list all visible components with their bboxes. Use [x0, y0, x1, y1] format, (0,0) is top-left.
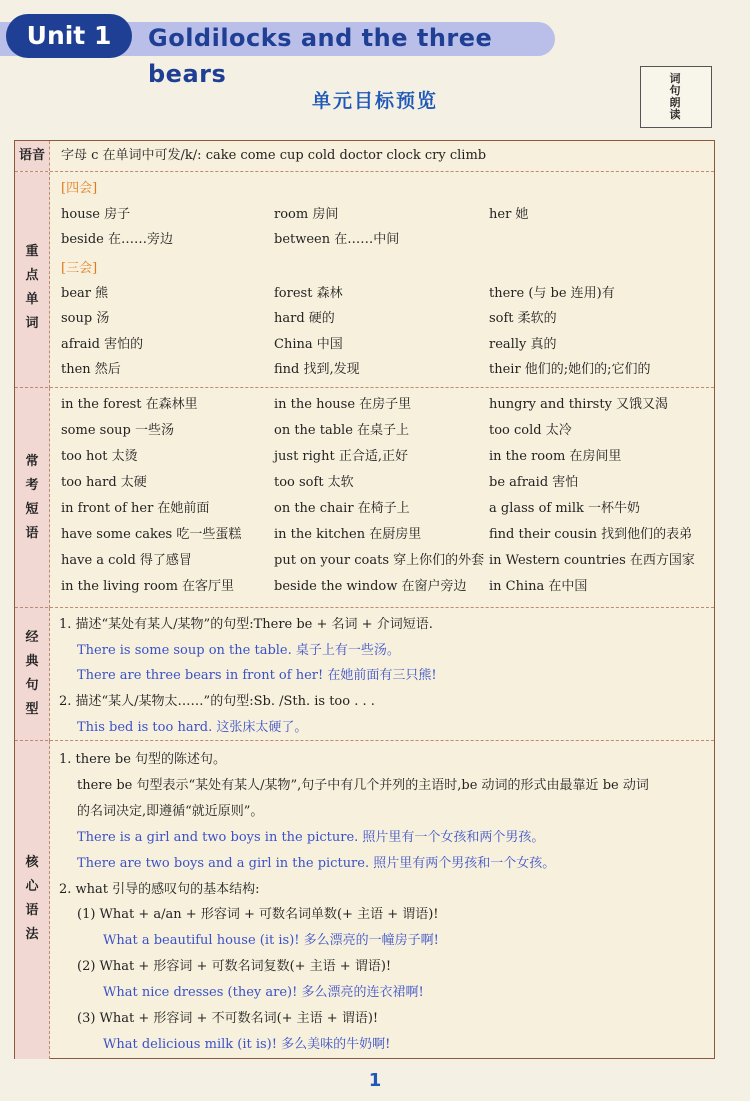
phrase-entry: too hot 太烫	[61, 449, 138, 464]
word-entry: there (与 be 连用)有	[489, 286, 615, 301]
phrase-entry: a glass of milk 一杯牛奶	[489, 501, 641, 516]
row-label-char: 短	[25, 502, 39, 517]
grammar-line: What delicious milk (it is)! 多么美味的牛奶啊!	[103, 1036, 391, 1052]
phrase-entry: too hard 太硬	[61, 475, 147, 490]
phrase-entry: too soft 太软	[274, 475, 354, 490]
grammar-line: (1) What + a/an + 形容词 + 可数名词单数(+ 主语 + 谓语)!	[77, 907, 439, 923]
phrase-entry: in Western countries 在西方国家	[489, 553, 695, 568]
key-words-row	[15, 171, 714, 388]
phrase-entry: some soup 一些汤	[61, 423, 174, 438]
sentence-line: There are three bears in front of her! 在她前面有三只熊!	[77, 668, 437, 684]
word-entry: house 房子	[61, 207, 131, 222]
phrase-entry: in the living room 在客厅里	[61, 579, 235, 594]
row-label-char: 经	[25, 630, 39, 645]
grammar-line: There are two boys and a girl in the picture. 照片里有两个男孩和一个女孩。	[77, 855, 556, 871]
word-entry: China 中国	[274, 336, 343, 352]
row-label-char: 词	[25, 316, 39, 331]
row-label-char: 核	[25, 855, 39, 870]
phrase-entry: in front of her 在她前面	[61, 501, 210, 516]
row-label-char: 典	[25, 654, 39, 669]
read-aloud-char: 读	[669, 108, 681, 121]
word-entry: bear 熊	[61, 286, 109, 301]
grammar-line: What nice dresses (they are)! 多么漂亮的连衣裙啊!	[103, 985, 424, 1001]
phrase-entry: in the house 在房子里	[274, 397, 412, 412]
word-entry: beside 在……旁边	[61, 232, 173, 247]
sentence-line: There is some soup on the table. 桌子上有一些汤。	[77, 642, 400, 658]
row-label-char: 语	[25, 903, 39, 918]
page-title: 单元目标预览	[311, 90, 438, 112]
row-label	[15, 141, 50, 171]
phrase-entry: have a cold 得了感冒	[61, 553, 192, 568]
grammar-line: (3) What + 形容词 + 不可数名词(+ 主语 + 谓语)!	[77, 1011, 379, 1026]
phrase-entry: find their cousin 找到他们的表弟	[489, 527, 693, 542]
word-entry: afraid 害怕的	[61, 336, 144, 352]
row-label-char: 点	[25, 268, 39, 283]
unit-banner	[0, 14, 560, 88]
word-entry: find 找到,发现	[274, 361, 360, 377]
phrase-entry: on the table 在桌子上	[274, 423, 410, 438]
phrase-entry: too cold 太冷	[489, 423, 572, 438]
phrase-entry: have some cakes 吃一些蛋糕	[61, 527, 242, 542]
row-label-char: 型	[25, 702, 39, 717]
row-label-char: 句	[25, 678, 39, 693]
grammar-line: 1. there be 句型的陈述句。	[59, 752, 227, 767]
word-entry: really 真的	[489, 336, 557, 352]
grammar-line: What a beautiful house (it is)! 多么漂亮的一幢房子啊!	[103, 933, 439, 949]
grammar-line: There is a girl and two boys in the picture. 照片里有一个女孩和两个男孩。	[77, 829, 545, 845]
read-aloud-char: 句	[669, 84, 681, 97]
row-label-char: 常	[25, 454, 39, 469]
row-label	[15, 741, 50, 1059]
sentence-line: This bed is too hard. 这张床太硬了。	[77, 719, 308, 735]
phrase-entry: in the forest 在森林里	[61, 397, 198, 412]
read-aloud-char: 朗	[669, 96, 681, 109]
phrase-entry: in China 在中国	[489, 579, 588, 594]
grammar-line: there be 句型表示“某处有某人/某物”,句子中有几个并列的主语时,be 动词的形式由最靠近 be 动词	[77, 777, 649, 793]
phrase-entry: hungry and thirsty 又饿又渴	[489, 397, 669, 412]
row-label-char: 单	[25, 292, 39, 307]
phrase-entry: be afraid 害怕	[489, 475, 579, 490]
word-entry: hard 硬的	[274, 311, 335, 327]
phrase-entry: in the kitchen 在厨房里	[274, 527, 422, 542]
row-label-char: 语	[25, 526, 39, 541]
row-label-text: 语音	[18, 148, 45, 163]
word-entry: forest 森林	[274, 286, 343, 301]
word-entry: soft 柔软的	[489, 311, 557, 327]
grammar-row	[15, 740, 714, 1059]
word-entry: then 然后	[61, 361, 121, 377]
phrase-entry: just right 正合适,正好	[274, 449, 408, 464]
sentence-line: 1. 描述“某处有某人/某物”的句型:There be + 名词 + 介词短语.	[59, 617, 433, 632]
page-number: 1	[368, 1070, 382, 1091]
row-label	[15, 608, 50, 741]
phrase-entry: beside the window 在窗户旁边	[274, 579, 467, 594]
row-label-char: 考	[25, 478, 39, 493]
row-label	[15, 388, 50, 608]
word-entry: soup 汤	[61, 311, 110, 327]
row-label-char: 法	[25, 927, 39, 942]
goals-table	[14, 140, 715, 1059]
pronunciation-row	[15, 141, 714, 171]
read-aloud-label	[666, 73, 684, 121]
grammar-line: (2) What + 形容词 + 可数名词复数(+ 主语 + 谓语)!	[77, 959, 392, 975]
row-label	[15, 172, 50, 388]
read-aloud-button[interactable]	[640, 66, 712, 128]
phrase-entry: in the room 在房间里	[489, 449, 622, 464]
grammar-line: 的名词决定,即遵循“就近原则”。	[77, 803, 264, 819]
word-entry: room 房间	[274, 207, 339, 222]
phrases-row	[15, 387, 714, 608]
grammar-line: 2. what 引导的感叹句的基本结构:	[59, 881, 260, 897]
tag-four: [四会]	[61, 181, 98, 196]
word-entry: their 他们的;她们的;它们的	[489, 361, 651, 377]
pronunciation-text: 字母 c 在单词中可发/k/: cake come cup cold doctor clock cry climb	[61, 148, 487, 163]
row-label-char: 重	[25, 244, 39, 259]
word-entry: her 她	[489, 207, 529, 222]
sentences-row	[15, 607, 714, 741]
unit-title: Goldilocks and the three bears	[148, 24, 493, 88]
tag-three: [三会]	[61, 261, 98, 276]
word-entry: between 在……中间	[274, 232, 400, 247]
row-label-char: 心	[25, 879, 39, 894]
read-aloud-char: 词	[669, 72, 681, 85]
phrase-entry: put on your coats 穿上你们的外套	[274, 553, 485, 568]
sentence-line: 2. 描述“某人/某物太……”的句型:Sb. /Sth. is too . . .	[59, 694, 375, 710]
phrase-entry: on the chair 在椅子上	[274, 501, 410, 516]
unit-label: Unit 1	[6, 14, 132, 58]
